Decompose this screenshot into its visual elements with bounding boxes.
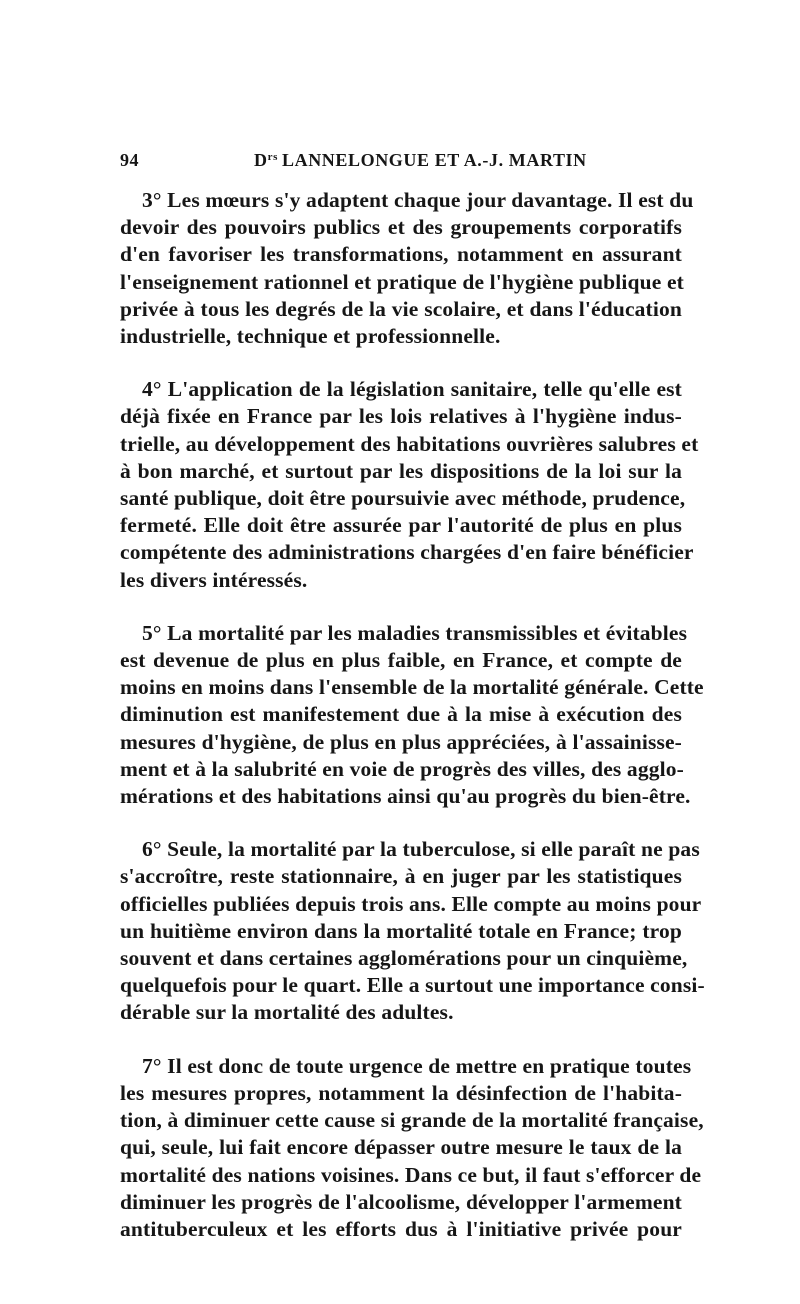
text-line: mérations et des habitations ainsi qu'au progrès du bien-être. [120,784,691,809]
text-line: 5° La mortalité par les maladies transmissibles et évitables [142,620,688,645]
text-line: antituberculeux et les efforts dus à l'initiative privée pour [120,1216,682,1241]
text-line: 4° L'application de la législation sanitaire, telle qu'elle est [142,377,682,402]
text-line: mortalité des nations voisines. Dans ce but, il faut s'efforcer de [120,1162,702,1187]
text-line: devoir des pouvoirs publics et des groupements corporatifs [120,215,682,240]
text-line: à bon marché, et surtout par les dispositions de la loi sur la [120,458,682,483]
text-line: les divers intéressés. [120,567,308,592]
title-prefix-superscript: rs [267,151,278,163]
text-line: fermeté. Elle doit être assurée par l'autorité de plus en plus [120,513,682,538]
title-authors: LANNELONGUE ET A.-J. MARTIN [281,150,587,170]
text-line: 6° Seule, la mortalité par la tuberculose, si elle paraît ne pas [142,837,700,862]
text-line: industrielle, technique et professionnelle. [120,324,501,349]
text-line: l'enseignement rationnel et pratique de l'hygiène publique et [120,269,684,294]
text-line: privée à tous les degrés de la vie scolaire, et dans l'éducation [120,296,682,321]
text-line: santé publique, doit être poursuivie avec méthode, prudence, [120,486,686,511]
text-line: ment et à la salubrité en voie de progrès des villes, des agglo- [120,756,684,781]
text-line: moins en moins dans l'ensemble de la mortalité générale. Cette [120,675,704,700]
running-head [120,150,682,174]
text-line: les mesures propres, notamment la désinfection de l'habita- [120,1080,682,1105]
text-line: s'accroître, reste stationnaire, à en juger par les statistiques [120,864,682,889]
running-head-title [254,150,587,171]
text-line: un huitième environ dans la mortalité totale en France; trop [120,918,682,943]
text-line: souvent et dans certaines agglomérations pour un cinquième, [120,946,688,971]
text-line: trielle, au développement des habitations ouvrières salubres et [120,431,699,456]
text-line: quelquefois pour le quart. Elle a surtout une importance consi- [120,973,705,998]
paragraph-6 [120,836,705,1026]
text-line: diminution est manifestement due à la mise à exécution des [120,702,682,727]
paragraph-7 [120,1053,704,1243]
paragraph-4 [120,376,699,594]
text-line: déjà fixée en France par les lois relatives à l'hygiène indus- [120,404,682,429]
text-line: compétente des administrations chargées d'en faire bénéficier [120,540,694,565]
text-line: qui, seule, lui fait encore dépasser outre mesure le taux de la [120,1135,682,1160]
text-line: officielles publiées depuis trois ans. Elle compte au moins pour [120,891,702,916]
text-line: 7° Il est donc de toute urgence de mettre en pratique toutes [142,1053,692,1078]
text-line: est devenue de plus en plus faible, en France, et compte de [120,648,682,673]
paragraph-3 [120,187,694,350]
text-line: 3° Les mœurs s'y adaptent chaque jour davantage. Il est du [142,188,694,212]
text-line: d'en favoriser les transformations, notamment en assurant [120,242,682,267]
title-prefix: D [254,150,268,170]
paragraph-5 [120,620,704,810]
text-line: dérable sur la mortalité des adultes. [120,1000,454,1025]
text-line: tion, à diminuer cette cause si grande de la mortalité française, [120,1108,704,1133]
text-line: mesures d'hygiène, de plus en plus appréciées, à l'assainisse- [120,729,682,754]
page-number: 94 [120,150,139,170]
text-line: diminuer les progrès de l'alcoolisme, développer l'armement [120,1189,682,1214]
body-text [120,187,705,1243]
